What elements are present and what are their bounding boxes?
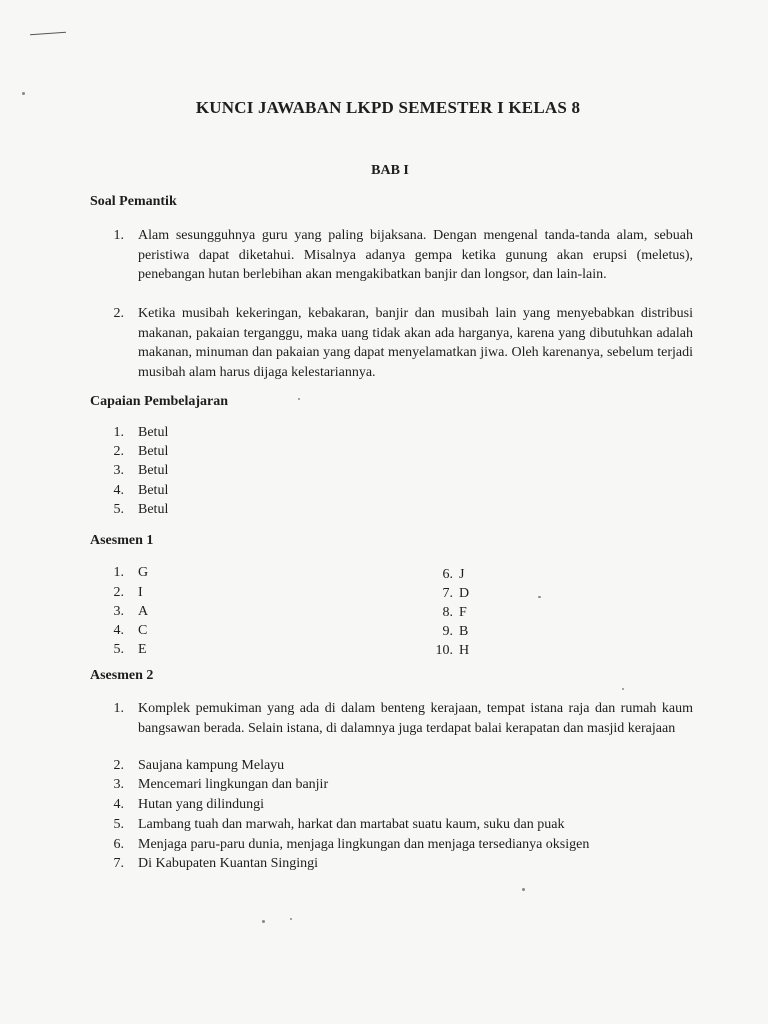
item-number: 2. (113, 306, 124, 321)
asesmen-2-answer-7: Di Kabupaten Kuantan Singingi (138, 856, 319, 871)
item-number: 6. (442, 567, 453, 582)
scan-speck (290, 918, 292, 920)
soal-pemantik-heading: Soal Pemantik (90, 194, 177, 209)
scan-speck (522, 888, 525, 891)
asesmen-1-answer: B (459, 624, 469, 639)
item-number: 5. (113, 502, 124, 517)
item-number: 5. (113, 642, 124, 657)
item-number: 4. (113, 623, 124, 638)
asesmen-2-answer-1: Komplek pemukiman yang ada di dalam benteng kerajaan, tempat istana raja dan rumah kaum bangsawan berada. Selain istana, di dalamnya juga terdapat balai kerapatan dan masjid kerajaan (138, 701, 693, 736)
item-number: 10. (435, 643, 453, 658)
asesmen-2-answer-2: Saujana kampung Melayu (138, 758, 285, 773)
asesmen-2-heading: Asesmen 2 (90, 668, 154, 683)
asesmen-1-answer: G (138, 565, 149, 580)
item-number: 9. (442, 624, 453, 639)
asesmen-1-answer: E (138, 642, 147, 657)
item-number: 1. (113, 565, 124, 580)
item-number: 6. (113, 837, 124, 852)
scan-speck (22, 92, 25, 95)
item-number: 1. (113, 425, 124, 440)
asesmen-2-answer-3: Mencemari lingkungan dan banjir (138, 777, 329, 792)
capaian-answer: Betul (138, 483, 169, 498)
item-number: 3. (113, 604, 124, 619)
asesmen-1-answer: J (459, 567, 465, 582)
item-number: 4. (113, 483, 124, 498)
asesmen-1-answer: H (459, 643, 470, 658)
scan-speck (538, 596, 541, 598)
item-number: 4. (113, 797, 124, 812)
item-number: 2. (113, 585, 124, 600)
item-number: 2. (113, 758, 124, 773)
asesmen-2-answer-4: Hutan yang dilindungi (138, 797, 264, 812)
asesmen-1-answer: F (459, 605, 467, 620)
chapter-heading: BAB I (371, 163, 409, 178)
item-number: 8. (442, 605, 453, 620)
item-number: 1. (113, 228, 124, 243)
asesmen-2-answer-6: Menjaga paru-paru dunia, menjaga lingkungan dan menjaga tersedianya oksigen (138, 837, 590, 852)
item-number: 7. (442, 586, 453, 601)
asesmen-2-answer-5: Lambang tuah dan marwah, harkat dan martabat suatu kaum, suku dan puak (138, 817, 565, 832)
asesmen-1-answer: C (138, 623, 148, 638)
item-number: 3. (113, 777, 124, 792)
item-number: 5. (113, 817, 124, 832)
asesmen-1-answer: A (138, 604, 149, 619)
soal-pemantik-answer-1: Alam sesungguhnya guru yang paling bijaksana. Dengan mengenal tanda-tanda alam, sebuah peristiwa dapat diketahui. Misalnya adanya gempa ketika gunung akan erupsi (meletus), penebangan hutan berlebihan akan mengakibatkan banjir dan longsor, dan lain-lain. (138, 228, 693, 282)
pen-mark-decoration (30, 32, 66, 36)
capaian-heading: Capaian Pembelajaran (90, 394, 229, 409)
item-number: 2. (113, 444, 124, 459)
capaian-answer: Betul (138, 444, 169, 459)
asesmen-1-answer: I (138, 585, 143, 600)
capaian-answer: Betul (138, 425, 169, 440)
asesmen-1-answer: D (459, 586, 470, 601)
scan-speck (622, 688, 624, 690)
document-title: KUNCI JAWABAN LKPD SEMESTER I KELAS 8 (195, 98, 581, 117)
soal-pemantik-answer-2: Ketika musibah kekeringan, kebakaran, banjir dan musibah lain yang menyebabkan distribusi makanan, pakaian terganggu, maka uang tidak akan ada harganya, karena yang dibutuhkan adalah makanan, minuman dan pakaian yang dapat menyelamatkan jiwa. Oleh karenanya, sebelum terjadi musibah alam harus dijaga kelestariannya. (138, 306, 693, 380)
capaian-answer: Betul (138, 463, 169, 478)
capaian-answer: Betul (138, 502, 169, 517)
item-number: 1. (113, 701, 124, 716)
scan-speck (298, 398, 300, 400)
asesmen-1-heading: Asesmen 1 (90, 533, 154, 548)
item-number: 3. (113, 463, 124, 478)
scan-speck (262, 920, 265, 923)
item-number: 7. (113, 856, 124, 871)
